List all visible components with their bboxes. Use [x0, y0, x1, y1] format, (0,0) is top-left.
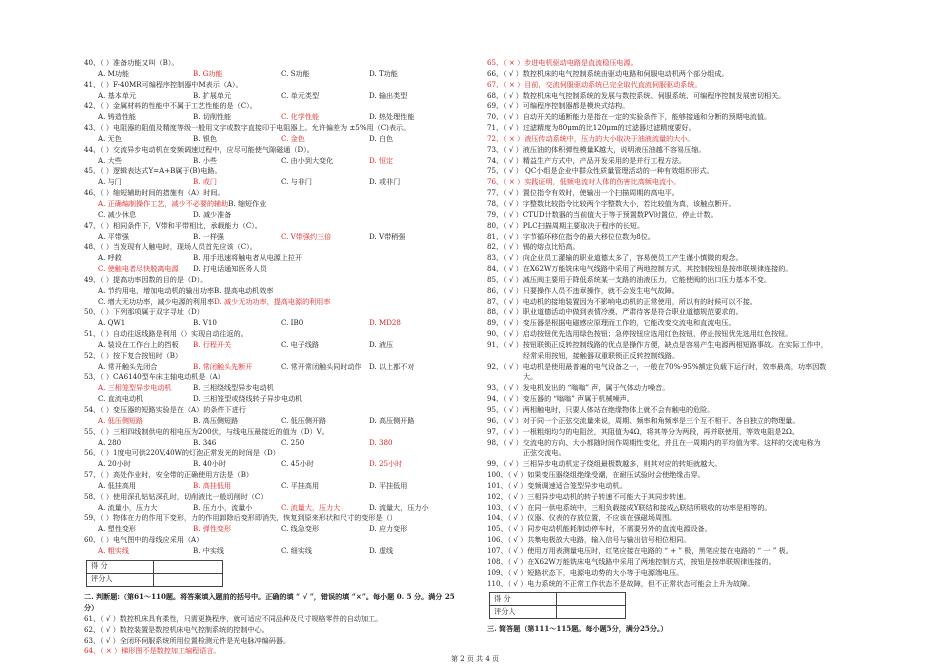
line-text: A. 装设在工作台上的挡板 [98, 339, 179, 349]
line-text: 75、（ √ ） QC小组是企业中群众性质量管理活动的一种有效组织形式。 [487, 166, 714, 176]
line-text: 84、（ √ ）在X62W万能铣床电气线路中采用了两地控制方式，其控制按钮是按串联规律连接的。 [487, 264, 793, 274]
option-text: C. 45小时 [281, 459, 314, 469]
option-text: C. 平挂高用 [281, 480, 320, 490]
score-table-1 [86, 560, 223, 587]
option-text: D. 流量大，压力小 [369, 502, 429, 512]
line-text: 81、（ √ ）字节循环移位指令的最大移位位数为8位。 [487, 231, 655, 241]
option-text: D. MD28 [369, 318, 401, 328]
option-text: D. 热处理性能 [369, 112, 415, 122]
score-label: 得 分 [490, 593, 557, 606]
question-line [84, 166, 459, 177]
line-text: A. 三相笼型异步电动机 [98, 383, 172, 393]
question-line [84, 351, 459, 362]
section2-title: 二. 判断题:（第61～110题。将答案填入题前的括号中。正确的填 “ √ ”，错误的填 “×”。每小题 0. 5 分。满分 25 分） [84, 591, 455, 612]
line-text: 73、（ √ ）液压油的体积弹性模量K越大，说明液压油越不容易压缩。 [487, 144, 706, 154]
question-line [84, 123, 459, 134]
question-line [84, 535, 459, 546]
line-text: 52、（ ）按下复合按钮时（B） [84, 350, 183, 360]
line-text: 95、（ √ ）两相触电时，只要人体站在绝缘物体上就不会有触电的危险。 [487, 405, 715, 414]
option-text: D. 380 [369, 437, 393, 447]
option-text: D. 虚线 [369, 545, 394, 555]
question-line [84, 318, 459, 329]
line-text: 68、（ √ ）数控机床电气控制系统的发展与数控系统、伺服系统、可编程序控制发展密切相关。 [487, 90, 786, 100]
line-text: A. 280 [98, 437, 122, 447]
option-text: D. 液压 [369, 339, 394, 349]
left-column [84, 58, 459, 657]
option-text: C. 与非门 [281, 177, 312, 187]
option-text: C. 由小到大变化 [281, 155, 334, 165]
question-line [84, 80, 459, 91]
line-text: 78、（ √ ）字整数比较指令比较两个字整数大小，若比较值为真，该触点断开。 [487, 198, 736, 208]
question-line [487, 210, 867, 221]
option-text: B. 一样强 [193, 231, 225, 241]
line-text: C. 减少休息 [98, 209, 137, 219]
question-line [84, 112, 459, 123]
question-line [84, 340, 459, 351]
option-text: B. G功能 [193, 68, 223, 78]
section3-title: 三. 简答题（第111～115题。每小题5分，满分25分。） [487, 624, 668, 634]
question-line [487, 394, 867, 405]
question-line [487, 297, 867, 308]
line-text: 65、（ × ）步进电机驱动电路是直流稳压电源。 [487, 58, 638, 67]
question-line [487, 362, 867, 373]
question-line [84, 145, 459, 156]
question-line [487, 80, 867, 91]
judge-questions-right [487, 58, 867, 589]
question-line [487, 166, 867, 177]
line-text: 97、（ √ ）一根粗细均匀的电阻丝，其阻值为4Ω，将其等分为两段，再并联使用，等效电阻是2Ω。 [487, 426, 799, 436]
question-line [84, 416, 459, 427]
option-text: C. 流量大，压力大 [281, 502, 341, 512]
question-line [84, 394, 459, 405]
line-text: 101、（ √ ）变频调速适合笼型异步电动机。 [487, 480, 627, 490]
line-text: A. 平带强 [98, 231, 129, 241]
question-line [487, 318, 867, 329]
question-line [487, 535, 867, 546]
line-text: A. 呼救 [98, 253, 122, 263]
line-text: 53、（ ）CA6140型车床主轴电动机是（A） [84, 372, 225, 382]
option-text: D. 高压侧开路 [369, 415, 415, 425]
question-line [487, 275, 867, 286]
question-continuation: 经常采用按钮，接触器双重联锁正反转控制线路。 [523, 350, 680, 360]
line-text: 94、（ √ ）变压器的 “嗡嗡” 声属于机械噪声。 [487, 394, 634, 404]
grader-cell[interactable] [154, 573, 223, 586]
line-text: A. 正确编制操作工艺，减少不必要的辅助 [98, 198, 229, 208]
option-text: D. T功能 [369, 68, 398, 78]
line-text: A. 常开触头先闭合 [98, 361, 158, 371]
question-line [84, 253, 459, 264]
question-line [84, 199, 459, 210]
question-line [487, 156, 867, 167]
question-line [84, 275, 459, 286]
line-text: 44、（ ）交流异步电动机在变频调速过程中，应尽可能使气隙磁通（D）。 [84, 144, 314, 154]
line-text: 59、（ ）物体在力的作用下变形，力的作用卸除后变形即消失，恢复到原来形状和尺寸的变形是（） [84, 513, 397, 523]
option-text: C. IB0 [281, 318, 304, 328]
option-text: B. 高挂低用 [193, 480, 232, 490]
line-text: A. 大些 [98, 155, 122, 165]
question-line [487, 329, 867, 340]
question-line [84, 459, 459, 470]
option-text: B. 银色 [193, 133, 217, 143]
question-line [84, 58, 459, 69]
line-text: 82、（ √ ）锡的熔点比铅高。 [487, 242, 580, 252]
line-text: 103、（ √ ）在同一供电系统中，三相负载接成Y联结和接成△联结所吸收的功率是相等的。 [487, 502, 772, 512]
question-line [84, 362, 459, 373]
line-text: 79、（ √ ）CTUD计数器的当前值大于等于预置数PV时置位，停止计数。 [487, 209, 718, 219]
option-text: B. V10 [193, 318, 217, 328]
line-text: 96、（ √ ）对于同一个正弦交流量来说，周期、频率和角频率是三个互不相干、各自独立的物理量。 [487, 415, 800, 425]
question-line [84, 524, 459, 535]
question-continuation: 正弦交流电。 [523, 448, 566, 458]
option-text: B. 或门 [193, 177, 217, 187]
option-text: C. 250 [281, 437, 305, 447]
line-text: A. QW1 [98, 318, 126, 328]
question-line [84, 91, 459, 102]
question-line [84, 156, 459, 167]
question-line [84, 242, 459, 253]
question-line [487, 416, 867, 427]
line-text: 100、（ √ ）如果变压器绕组绝缘受潮，在耐压试验时会使绝缘击穿。 [487, 470, 705, 480]
line-text: 64、（ × ）梯形图不是数控加工编程语言。 [84, 646, 221, 656]
question-line [487, 286, 867, 297]
line-text: 41、（ ）F-40MR可编程序控制器中M表示（A）。 [84, 79, 243, 89]
option-text: D. 平挂低用 [369, 480, 408, 490]
option-text: D. 25小时 [369, 459, 403, 469]
option-text: C. V带强约三倍 [281, 231, 332, 241]
line-text: 90、（ √ ）启动按钮优先选用绿色按钮；急停按钮应选用红色按钮，停止按钮优先选用红色按钮。 [487, 329, 793, 339]
question-line [487, 470, 867, 481]
option-text: B. 三相绕线型异步电动机 [193, 383, 274, 393]
question-line [84, 188, 459, 199]
score-label: 得 分 [87, 560, 154, 573]
question-line [84, 636, 459, 647]
question-line [487, 405, 867, 416]
option-text: B. 常闭触头先断开 [193, 361, 253, 371]
question-line [487, 221, 867, 232]
question-line [487, 112, 867, 123]
line-text: 86、（ √ ）只要操作人员不违章操作，就不会发生电气故障。 [487, 285, 679, 295]
question-line [84, 625, 459, 636]
option-text: C. 化学性能 [281, 112, 320, 122]
line-text: 107、（ √ ）使用万用表测量电压时，红笔应接在电路的 “ + ” 极，黑笔应接在电路的 “ 一 ” 极。 [487, 545, 793, 555]
line-text: C. 直流电动机 [98, 394, 144, 404]
question-line [487, 524, 867, 535]
question-line [84, 101, 459, 112]
line-text: 62、（ √ ）数控装置是数控机床电气控制系统的控制中心。 [84, 624, 269, 634]
line-text: A. 塑性变形 [98, 524, 137, 534]
question-line [487, 307, 867, 318]
question-line [487, 177, 867, 188]
question-line [487, 513, 867, 524]
question-line [84, 503, 459, 514]
option-text: C. 常开常闭触头同时动作 [281, 361, 362, 371]
line-text: 45、（ ）逻辑表达式Y=A+B属于(B)电路。 [84, 166, 222, 176]
question-line [487, 188, 867, 199]
judge-questions-left [84, 614, 459, 657]
option-text: C. 低压侧开路 [281, 415, 327, 425]
question-line [487, 58, 867, 69]
question-line [84, 546, 459, 557]
line-text: A. 低压侧短路 [98, 415, 144, 425]
line-text: 74、（ √ ）精益生产方式中，产品开发采用的是并行工程方法。 [487, 155, 686, 165]
line-text: 99、（ √ ）三相异步电动机定子绕组最极数越多，则其对应的转矩就越大。 [487, 459, 722, 469]
option-text: C. 线急变形 [281, 524, 320, 534]
line-text: 93、（ √ ）发电机发出的 “嗡嗡” 声，属于气体动力噪音。 [487, 383, 670, 393]
question-line [487, 69, 867, 80]
option-text: D. 打电话通知医务人员 [193, 264, 267, 274]
line-text: 50、（ ）下列那项属于双字寻址（D） [84, 307, 204, 317]
question-line [487, 546, 867, 557]
option-text: C. 电子线路 [281, 339, 320, 349]
question-line [487, 264, 867, 275]
line-text: 49、（ ）提高功率因数的目的是（D）。 [84, 274, 208, 284]
option-text: C. 金色 [281, 133, 305, 143]
line-text: 69、（ √ ）可编程序控制器都是模块式结构。 [487, 101, 630, 111]
line-text: A. 节约用电，增加电动机的输出功率 [98, 285, 215, 295]
line-text: 43、（ ）电阻器的阻值及精度等级一般用文字或数字直接印于电阻器上。允许偏差为 ±5%用（C)表示。 [84, 123, 411, 133]
line-text: 70、（ √ ）自动开关的通断能力是指在一定的实验条件下，能够接通和分断的预期电流值。 [487, 112, 772, 122]
line-text: 109、（ √ ）短路状态下，电源电动势的大小等于电源端电压。 [487, 567, 684, 577]
option-text: D. 或非门 [369, 177, 401, 187]
question-line [487, 199, 867, 210]
score-table-2 [489, 592, 626, 619]
line-text: 67、（ × ）目前，交流伺服驱动系统已完全取代直流伺服驱动系统。 [487, 79, 702, 89]
line-text: 57、（ ）高处作业时，安全带的正确使用方法是（B） [84, 470, 254, 480]
right-column [487, 58, 867, 635]
line-text: 83、（ √ ）向企业员工灌输的职业道德太多了，容易使员工产生谨小慎微的观念。 [487, 253, 743, 263]
line-text: C. 使触电者尽快脱离电源 [98, 264, 179, 274]
question-line [84, 492, 459, 503]
line-text: 47、（ ）相同条件下，V带和平带相比，承载能力（C）。 [84, 220, 262, 230]
line-text: A. 流量小，压力大 [98, 502, 158, 512]
question-line [84, 264, 459, 275]
question-line [487, 481, 867, 492]
option-text: C. S功能 [281, 68, 310, 78]
question-line [84, 372, 459, 383]
line-text: 110、（ √ ）电力系统的不正常工作状态不是故障，但不正常状态可能会上升为故障。 [487, 578, 755, 588]
question-line [84, 513, 459, 524]
line-text: A. 无色 [98, 133, 122, 143]
option-text: D. 三相笼型或绕线转子异步电动机 [193, 394, 303, 404]
question-line [84, 383, 459, 394]
line-text: 72、（ × ）液压传动系统中，压力的大小取决于油液流量的大小。 [487, 133, 695, 143]
question-line [487, 557, 867, 568]
line-text: 51、（ ）自动往返线路是利用（）实现自动往返的。 [84, 329, 248, 339]
line-text: 71、（ √ ）过滤精度为80μm的比120μm的过滤器过滤精度要好。 [487, 123, 696, 133]
option-text: B. 扩展单元 [193, 90, 232, 100]
line-text: 56、（ ）1度电可供220V,40W的灯泡正常发光的时间是（D） [84, 448, 280, 458]
line-text: 40、（ ）准备功能又叫（B）。 [84, 58, 179, 67]
question-line [487, 568, 867, 579]
grader-label: 评分人 [87, 573, 154, 586]
line-text: 108、（ √ ）在X62W万能铣床电气线路中采用了两地控制方式，按钮是按串联规律连接的。 [487, 556, 776, 566]
option-text: D. 减少准备 [193, 209, 232, 219]
question-line [84, 177, 459, 188]
option-text: B. 缩短作业 [228, 198, 267, 208]
question-line [487, 579, 867, 590]
question-line [84, 69, 459, 80]
question-line [84, 297, 459, 308]
line-text: 89、（ √ ）变压器是根据电磁感应原理而工作的，它能改变交流电和直流电压。 [487, 318, 736, 328]
line-text: 80、（ √ ）PLC扫描周期主要取决于程序的长短。 [487, 220, 645, 230]
question-line [487, 91, 867, 102]
question-line [487, 503, 867, 514]
score-cell[interactable] [557, 593, 626, 606]
question-line [84, 307, 459, 318]
line-text: 54、（ ）变压器的短路实验是在（A）的条件下进行 [84, 405, 246, 414]
line-text: A. 低挂高用 [98, 480, 137, 490]
question-line [84, 134, 459, 145]
question-line [84, 210, 459, 221]
grader-label: 评分人 [490, 606, 557, 619]
line-text: 61、（ √ ）数控机床具有柔性，只需更换程序，就可适应不同品种及尺寸规格零件的自动加工。 [84, 613, 383, 623]
question-line [487, 427, 867, 438]
line-text: 102、（ √ ）三相异步电动机的转子转速不可能大于其同步转速。 [487, 491, 691, 501]
line-text: 48、（ ）当发现有人触电时，现场人员首先应该（C）。 [84, 242, 257, 252]
line-text: 98、（ √ ）交流电的方向、大小都随时间作周期性变化，并且在一周期内的平均值为零。这样的交流电称为 [487, 437, 821, 447]
line-text: 55、（ ）三相四线制供电的相电压为200伏，与线电压最接近的值为（D）V。 [84, 426, 329, 436]
option-text: D. 白色 [369, 133, 394, 143]
question-line [487, 123, 867, 134]
question-line [487, 253, 867, 264]
question-line [84, 221, 459, 232]
line-text: 85、（ √ ）减压阀主要用于降低系统某一支路的油液压力，它能使阀的出口压力基本不变。 [487, 274, 772, 284]
option-text: B. 压力小，流量小 [193, 502, 253, 512]
line-text: A. 铸造性能 [98, 112, 137, 122]
line-text: 58、（ ）使用深孔钻钻深孔时，切削液比一般切削时（C） [84, 491, 268, 501]
line-text: 46、（ ）缩短辅助时间的措施有（A）时间。 [84, 188, 225, 198]
question-line [487, 134, 867, 145]
option-text: B. 用手迅速将触电者从电源上拉开 [193, 253, 303, 263]
option-text: C. 细实线 [281, 545, 312, 555]
option-text: B. 中实线 [193, 545, 225, 555]
page-footer: 第 2 页 共 4 页 [450, 655, 500, 663]
line-text: 92、（ √ ）电动机是使用最普遍的电气设备之一，一般在70%-95%额定负载下运行时，效率最高，功率因数 [487, 361, 827, 371]
question-line [487, 232, 867, 243]
line-text: A. 20小时 [98, 459, 131, 469]
line-text: 105、（ √ ）同步电动机能耗制动停车时，不需要另外的直流电源设备。 [487, 524, 712, 534]
question-line [84, 614, 459, 625]
line-text: 76、（ × ）实践证明，低频电流对人体的伤害比高频电流小。 [487, 177, 681, 187]
question-line [487, 492, 867, 503]
line-text: A. 与门 [98, 177, 122, 187]
option-text: D. 输出类型 [369, 90, 408, 100]
grader-cell[interactable] [557, 606, 626, 619]
choice-questions [84, 58, 459, 557]
question-line [487, 145, 867, 156]
question-line [487, 438, 867, 449]
line-text: 63、（ √ ）全闭环伺服系统所用位置检测元件是光电脉冲编码器。 [84, 635, 291, 645]
line-text: 88、（ √ ）职业道德活动中做到表情冷漠、严肃待客是符合职业道德规范要求的。 [487, 307, 743, 317]
option-text: D. 恒定 [369, 155, 394, 165]
question-continuation: 大。 [523, 372, 538, 382]
question-line [84, 405, 459, 416]
line-text: 60、（ ）电气图中的母线应采用（A） [84, 535, 204, 545]
question-line [487, 383, 867, 394]
option-text: B. 346 [193, 437, 217, 447]
question-line [84, 427, 459, 438]
option-text: D. 以上都不对 [369, 361, 415, 371]
option-text: C. 单元类型 [281, 90, 320, 100]
option-text: D. V带稍强 [369, 231, 406, 241]
line-text: 77、（ √ ）置位指令有效时，使输出一个扫描周期的高电平。 [487, 188, 679, 198]
question-line [84, 286, 459, 297]
line-text: 66、（ √ ）数控机床的电气控制系统由驱动电路和伺服电动机两个部分组成。 [487, 68, 729, 78]
line-text: 42、（ ）金属材料的性能中不属于工艺性能的是（C）。 [84, 101, 257, 111]
option-text: B. 切削性能 [193, 112, 232, 122]
score-cell[interactable] [154, 560, 223, 573]
option-text: B. 高压侧短路 [193, 415, 239, 425]
question-line [84, 470, 459, 481]
question-line [84, 329, 459, 340]
option-text: B. 弹性变形 [193, 524, 232, 534]
option-text: B. 40小时 [193, 459, 226, 469]
line-text: 104、（ √ ）仪器、仪表的存放位置，不应该在强磁场周围。 [487, 513, 677, 523]
line-text: A. 基本单元 [98, 90, 137, 100]
option-text: B. 小些 [193, 155, 217, 165]
option-text: B. 提高电动机效率 [214, 285, 274, 295]
question-line [487, 101, 867, 112]
question-line [487, 340, 867, 351]
question-line [84, 481, 459, 492]
line-text: 91、（ √ ）按钮联锁正反转控制线路的优点是操作方便，缺点是容易产生电源两相短路事故。在实际工作中， [487, 339, 828, 349]
question-line [84, 232, 459, 243]
question-line [487, 459, 867, 470]
line-text: C. 增大无功功率，减少电源的利用率 [98, 296, 215, 306]
question-line [487, 242, 867, 253]
line-text: A. 粗实线 [98, 545, 129, 555]
line-text: A. M功能 [98, 68, 130, 78]
question-line [84, 438, 459, 449]
option-text: D. 应力变形 [369, 524, 408, 534]
line-text: 106、（ √ ）共集电极放大电路，输入信号与输出信号相位相同。 [487, 535, 691, 545]
option-text: B. 行程开关 [193, 339, 232, 349]
question-line [84, 448, 459, 459]
line-text: 87、（ √ ）电动机的接地装置因为不影响电动机的正常使用，所以有的时候可以不接。 [487, 296, 757, 306]
option-text: D. 减少无功功率，提高电源的利用率 [214, 296, 331, 306]
